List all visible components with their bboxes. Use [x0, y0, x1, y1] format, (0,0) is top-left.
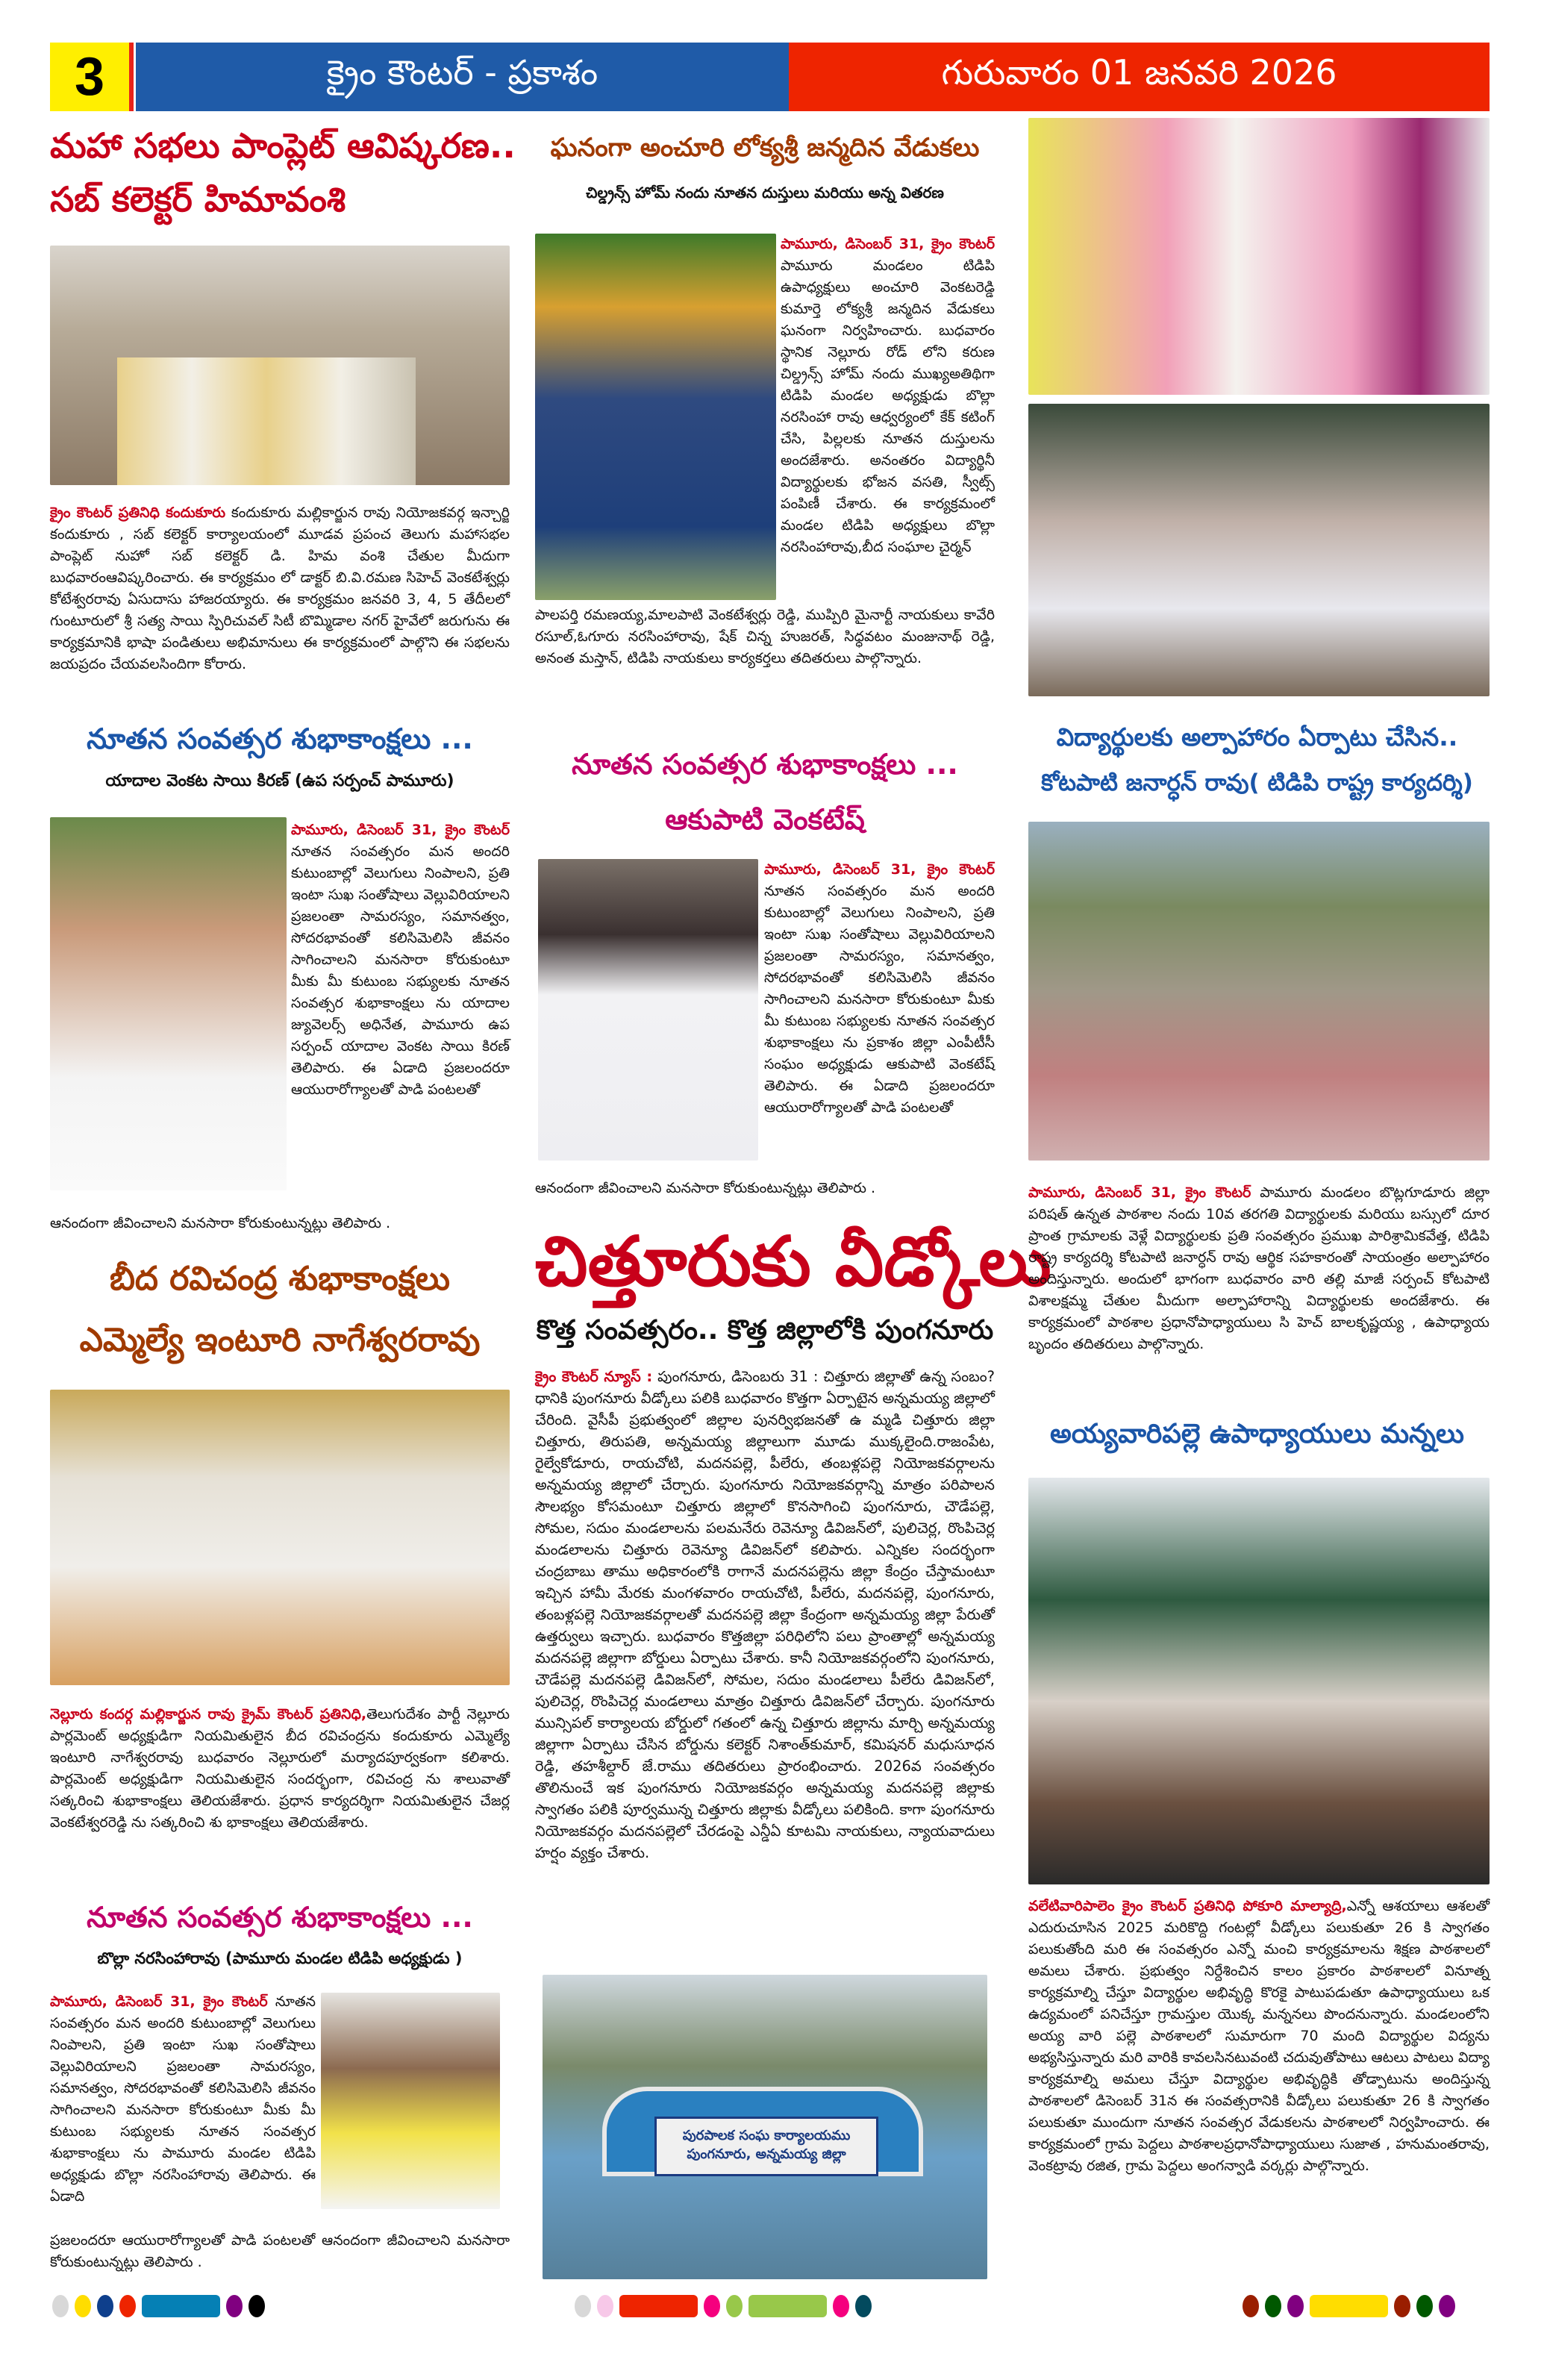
headline: కోటపాటి జనార్ధన్ రావు( టిడిపి రాష్ట్ర కార్యదర్శి): [1041, 769, 1473, 796]
headline: మహా సభలు పాంప్లెట్ ఆవిష్కరణ..: [50, 125, 516, 166]
color-bar: [1310, 2295, 1388, 2317]
photo-children-group: [1028, 404, 1490, 696]
section-title: క్రైం కౌంటర్ - ప్రకాశం: [136, 43, 789, 111]
subheadline: కొత్త సంవత్సరం.. కొత్త జిల్లాలోకి పుంగనూరు: [536, 1315, 994, 1346]
color-bar: [619, 2295, 698, 2317]
color-dot: [119, 2295, 136, 2317]
color-dot: [833, 2295, 849, 2317]
article-body: నెల్లూరు కందర్గ మల్లికార్జున రావు క్రైమ్ కౌంటర్ ప్రతినిధి,తెలుగుదేశం పార్టీ నెల్లూరు పార్లమెంట్ అధ్యక్షుడిగా నియమితులైన బీద రవిచంద్రను కందుకూరు ఎమ్మెల్యే ఇంటూరి నాగేశ్వరరావు బుధవారం నెల్లూరులో మర్యాదపూర్వకంగా కలిశారు. పార్లమెంట్ అధ్యక్షుడిగా నియమితులైన సందర్భంగా, రవిచంద్ర ను శాలువాతో సత్కరించి శుభాకాంక్షలు తెలియజేశారు. ప్రధాన కార్యదర్శిగా నియమితులైన చేజర్ల వెంకటేశ్వరరెడ్డి ను సత్కరించి శు భాకాంక్షలు తెలియజేశారు.: [50, 1706, 510, 1831]
subheadline: బొల్లా నరసింహారావు (పామూరు మండల టిడిపి అధ్యక్షుడు ): [97, 1949, 463, 1967]
color-dot: [1416, 2295, 1433, 2317]
photo-school-celebration: [1028, 1478, 1490, 1884]
page-number: 3: [50, 43, 134, 111]
article-body: పామూరు, డిసెంబర్ 31, క్రైం కౌంటర్ పామూరు మండలం టిడిపి ఉపాధ్యక్షులు అంచూరి వెంకటరెడ్డి కుమార్తె లోక్యశ్రీ జన్మదిన వేడుకలు ఘనంగా నిర్వహించారు. బుధవారం స్థానిక నెల్లూరు రోడ్ లోని కరుణ చిల్డ్రన్స్ హోమ్ నందు ముఖ్యఅతిథిగా టిడిపి మండల అధ్యక్షుడు బొల్లా నరసింహా రావు ఆధ్వర్యంలో కేక్ కటింగ్ చేసి, పిల్లలకు నూతన దుస్తులను అందజేశారు. అనంతరం విద్యార్థినీ విద్యార్థులకు భోజన వసతి, స్వీట్స్ పంపిణీ చేశారు. ఈ కార్యక్రమంలో మండల టిడిపి అధ్యక్షులు బొల్లా నరసింహారావు,బీద సంఘాల చైర్మన్: [781, 236, 995, 555]
headline: అయ్యవారిపల్లె ఉపాధ్యాయులు మన్నలు: [1050, 1419, 1464, 1449]
footer-color-strip-left: [52, 2295, 265, 2317]
footer-color-strip-right: [1243, 2295, 1455, 2317]
headline: ఆకుపాటి వెంకటేష్: [665, 803, 865, 836]
article-body: క్రైం కౌంటర్ ప్రతినిధి కందుకూరు కందుకూరు మల్లికార్జున రావు నియోజకవర్గ ఇన్చార్జి కందుకూరు , సబ్ కలెక్టర్ కార్యాలయంలో మూడవ ప్రపంచ తెలుగు మహాసభల పాంప్లెట్ నుహో సబ్ కలెక్టర్ డి. హిమ వంశి చేతుల మీదుగా బుధవారంఆవిష్కరించారు. ఈ కార్యక్రమం లో డాక్టర్ బి.వి.రమణ సిహెచ్ వెంకటేశ్వర్లు కోటేశ్వరరావు ఏసుదాసు హాజరయ్యారు. ఈ కార్యక్రమం జనవరి 3, 4, 5 తేదీలలో గుంటూరులో శ్రీ సత్య సాయి స్పిరిచువల్ సిటీ బొమ్మిడాల నగర్ హైవేలో జరుగును ఈ కార్యక్రమానికి భాషా పండితులు అభిమానులు ఈ కార్యక్రమంలో పాల్గొని ఈ సభలను జయప్రదం చేయవలసిందిగా కోరారు.: [50, 505, 510, 672]
color-dot: [855, 2295, 872, 2317]
headline: బీద రవిచంద్ర శుభాకాంక్షలు: [109, 1260, 451, 1298]
photo-portrait: [50, 817, 287, 1190]
headline: ఎమ్మెల్యే ఇంటూరి నాగేశ్వరరావు: [79, 1321, 481, 1359]
subheadline: చిల్డ్రన్స్ హోమ్ నందు నూతన దుస్తులు మరియు అన్న వితరణ: [586, 184, 944, 202]
color-dot: [1243, 2295, 1259, 2317]
color-dot: [1439, 2295, 1455, 2317]
headline: ఘనంగా అంచూరి లోక్యశ్రీ జన్మదిన వేడుకలు: [550, 133, 980, 163]
color-dot: [597, 2295, 613, 2317]
headline: నూతన సంవత్సర శుభాకాంక్షలు ...: [572, 748, 958, 781]
color-dot: [704, 2295, 720, 2317]
photo-birthday-cake-cutting: [1028, 118, 1490, 395]
photo-portrait: [321, 1993, 500, 2209]
color-dot: [575, 2295, 591, 2317]
article-body-tail: ఆనందంగా జీవించాలని మనసారా కోరుకుంటున్నట్లు తెలిపారు .: [535, 1180, 876, 1196]
color-bar: [142, 2295, 220, 2317]
article-body-tail: ప్రజలందరూ ఆయురారోగ్యాలతో పాడి పంటలతో ఆనందంగా జీవించాలని మనసారా కోరుకుంటున్నట్లు తెలిపారు .: [50, 2232, 510, 2270]
article-body: పామూరు, డిసెంబర్ 31, క్రైం కౌంటర్ నూతన సంవత్సరం మన అందరి కుటుంబాల్లో వెలుగులు నింపాలని, ప్రతి ఇంటా సుఖ సంతోషాలు వెల్లువిరియాలని ప్రజలంతా సామరస్యం, సమానత్వం, సోదరభావంతో కలిసిమెలిసి జీవనం సాగించాలని మనసారా కోరుకుంటూ మీకు మీ కుటుంబ సభ్యులకు నూతన సంవత్సర శుభాకాంక్షలు ను పామూరు మండల టిడిపి అధ్యక్షుడు బొల్లా నరసింహారావు తెలిపారు. ఈ ఏడాది: [50, 1993, 316, 2205]
article-body: పామూరు, డిసెంబర్ 31, క్రైం కౌంటర్ నూతన సంవత్సరం మన అందరి కుటుంబాల్లో వెలుగులు నింపాలని, ప్రతి ఇంటా సుఖ సంతోషాలు వెల్లువిరియాలని ప్రజలంతా సామరస్యం, సమానత్వం, సోదరభావంతో కలిసిమెలిసి జీవనం సాగించాలని మనసారా కోరుకుంటూ మీకు మీ కుటుంబ సభ్యులకు నూతన సంవత్సర శుభాకాంక్షలు ను యాదాల జ్యువెలర్స్ అధినేత, పామూరు ఉప సర్పంచ్ యాదాల వెంకట సాయి కిరణ్ తెలిపారు. ఈ ఏడాది ప్రజలందరూ ఆయురారోగ్యాలతో పాడి పంటలతో: [291, 822, 510, 1098]
article-body: పాలపర్తి రమణయ్య,మాలపాటి వెంకటేశ్వర్లు రెడ్డి, ముప్పిరి మైనార్టీ నాయకులు కావేరి రసూల్,ఓగూరు నరసింహారావు, షేక్ చిన్న హుజరత్, సిధ్ధవటం మంజునాథ్ రెడ్డి, అనంత మస్తాన్, టిడిపి నాయకులు కార్యకర్తలు తదితరులు పాల్గొన్నారు.: [535, 607, 995, 666]
sign-line: పురపాలక సంఘ కార్యాలయము: [682, 2128, 851, 2143]
color-dot: [75, 2295, 91, 2317]
color-dot: [249, 2295, 265, 2317]
edition-date: గురువారం 01 జనవరి 2026: [789, 43, 1490, 111]
color-dot: [1287, 2295, 1304, 2317]
headline: విద్యార్థులకు అల్పాహారం ఏర్పాటు చేసిన..: [1056, 722, 1458, 752]
color-dot: [226, 2295, 243, 2317]
lead-headline: చిత్తూరుకు వీడ్కోలు: [535, 1222, 1051, 1302]
photo-birthday-girl: [535, 234, 776, 600]
color-dot: [52, 2295, 69, 2317]
photo-portrait: [538, 859, 758, 1161]
subheadline: యాదాల వెంకట సాయి కిరణ్ (ఉప సర్పంచ్ పామూరు): [105, 772, 454, 790]
photo-students-breakfast: [1028, 822, 1490, 1161]
headline: సబ్ కలెక్టర్ హిమావంశి: [50, 179, 346, 219]
article-body: వలేటివారిపాలెం క్రైం కౌంటర్ ప్రతినిధి పోకూరి మాల్యాద్రి,ఎన్నో ఆశయాలు ఆశలతో ఎదురుచూసిన 2025 మరికొద్ది గంటల్లో వీడ్కోలు పలుకుతూ 26 కి స్వాగతం పలుకుతోంది మరి ఈ సంవత్సరం ఎన్నో మంచి కార్యక్రమాలను శిక్షణ పాఠశాలలో అమలు చేశారు. ప్రభుత్వం నిర్దేశించిన కాలం ప్రకారం పాఠశాలలో వినూత్న కార్యక్రమాల్ని చేస్తూ విద్యార్థుల అభివృద్ధి కొరకై పాటుపడుతూ ఉపాధ్యాయులు ఒక ఉద్యమంలో పనిచేస్తూ గ్రామస్తుల యొక్క మన్ననలు పొందనున్నారు. మండలంలోని అయ్య వారి పల్లె పాఠశాలలో సుమారుగా 70 మంది విద్యార్థుల విద్యను అభ్యసిస్తున్నారు మరి వారికి కావలసినటువంటి చదువుతోపాటు ఆటలు పాటలు విద్యా కార్యక్రమాల్ని అమలు చేస్తూ విద్యార్థుల అభివృద్ధికి తోడ్పాటును అందిస్తున్న పాఠశాలలో డిసెంబర్ 31న ఈ సంవత్సరానికి వీడ్కోలు పలుకుతూ 26 కి స్వాగతం పలుకుతూ ముందుగా నూతన సంవత్సర వేడుకలను పాఠశాలలో నిర్వహించారు. ఈ కార్యక్రమంలో గ్రామ పెద్దలు పాఠశాలప్రధానోపాధ్యాయులు సుజాత , హనుమంతరావు, వెంకట్రావు రజిత, గ్రామ పెద్దలు అంగన్వాడి వర్కర్లు పాల్గొన్నారు.: [1028, 1898, 1490, 2174]
color-dot: [1265, 2295, 1281, 2317]
color-bar: [748, 2295, 827, 2317]
headline: నూతన సంవత్సర శుభాకాంక్షలు ...: [87, 722, 473, 755]
sign-line: పుంగనూరు, అన్నమయ్య జిల్లా: [687, 2146, 846, 2162]
footer-color-strip-center: [575, 2295, 872, 2317]
photo-felicitation: [50, 1390, 510, 1685]
article-body-tail: ఆనందంగా జీవించాలని మనసారా కోరుకుంటున్నట్లు తెలిపారు .: [50, 1215, 391, 1231]
article-body: పామూరు, డిసెంబర్ 31, క్రైం కౌంటర్ నూతన సంవత్సరం మన అందరి కుటుంబాల్లో వెలుగులు నింపాలని, ప్రతి ఇంటా సుఖ సంతోషాలు వెల్లువిరియాలని ప్రజలంతా సామరస్యం, సమానత్వం, సోదరభావంతో కలిసిమెలిసి జీవనం సాగించాలని మనసారా కోరుకుంటూ మీకు మీ కుటుంబ సభ్యులకు నూతన సంవత్సర శుభాకాంక్షలు ను ప్రకాశం జిల్లా ఎంపీటీసీ సంఘం అధ్యక్షుడు ఆకుపాటి వెంకటేష్ తెలిపారు. ఈ ఏడాది ప్రజలందరూ ఆయురారోగ్యాలతో పాడి పంటలతో: [764, 861, 995, 1116]
color-dot: [726, 2295, 743, 2317]
photo-municipal-arch: [543, 1975, 987, 2279]
photo-pamphlet-launch: [50, 246, 510, 485]
headline: నూతన సంవత్సర శుభాకాంక్షలు ...: [87, 1901, 473, 1934]
article-body: పామూరు, డిసెంబర్ 31, క్రైం కౌంటర్ పామూరు మండలం బొట్లగూడూరు జిల్లా పరిషత్ ఉన్నత పాఠశాల నందు 10వ తరగతి విద్యార్థులకు మరియు బస్సులో దూర ప్రాంత గ్రామాలకు వెళ్లే విద్యార్థులకు ప్రతి సంవత్సరం ప్రముఖ పారిశ్రామికవేత్త, టిడిపి రాష్ట్ర కార్యదర్శి కోటపాటి జనార్ధన్ రావు ఆర్థిక సహకారంతో సాయంత్రం అల్పాహారం అందిస్తున్నారు. అందులో భాగంగా బుధవారం వారి తల్లి మాజీ సర్పంచ్ కోటపాటి విశాలక్షమ్మ చేతుల మీదుగా అల్పాహారాన్ని విద్యార్థులకు అందజేశారు. ఈ కార్యక్రమంలో పాఠశాల ప్రధానోపాధ్యాయులు సి హెచ్ బాలకృష్ణయ్య , ఉపాధ్యాయ బృందం తదితరులు పాల్గొన్నారు.: [1028, 1184, 1490, 1352]
color-dot: [1394, 2295, 1410, 2317]
color-dot: [97, 2295, 113, 2317]
article-body: క్రైం కౌంటర్ న్యూస్ : పుంగనూరు, డిసెంబరు 31 : చిత్తూరు జిల్లాతో ఉన్న సంబం?ధానికి పుంగనూరు వీడ్కోలు పలికి బుధవారం కొత్తగా ఏర్పాటైన అన్నమయ్య జిల్లాలో చేరింది. వైసీపీ ప్రభుత్వంలో జిల్లాల పునర్విభజనతో ఉ మ్మడి చిత్తూరు జిల్లా చిత్తూరు, తిరుపతి, అన్నమయ్య జిల్లాలుగా మూడు ముక్కలైంది.రాజంపేట, రైల్వేకోడూరు, రాయచోటి, మదనపల్లె, పీలేరు, తంబళ్లపల్లె నియోజకవర్గాలను అన్నమయ్య జిల్లాలో చేర్చారు. పుంగనూరు నియోజకవర్గాన్ని మాత్రం పరిపాలన సౌలభ్యం కోసమంటూ చిత్తూరు జిల్లాలో కొనసాగించి పుంగనూరు, చౌడేపల్లె, సోమల, సదుం మండలాలను పలమనేరు రెవెన్యూ డివిజన్‌లో, పులిచెర్ల, రొంపిచెర్ల మండలాలను చిత్తూరు రెవెన్యూ డివిజన్‌లో కలిపారు. ఎన్నికల సందర్భంగా చంద్రబాబు తాము అధికారంలోకి రాగానే మదనపల్లెను జిల్లా కేంద్రం చేస్తామంటూ ఇచ్చిన హామీ మేరకు మంగళవారం రాయచోటి, పీలేరు, మదనపల్లె, పుంగనూరు, తంబళ్లపల్లె నియోజకవర్గాలతో మదనపల్లె జిల్లా కేంద్రంగా అన్నమయ్య జిల్లా పేరుతో ఉత్తర్వులు ఇచ్చారు. బుధవారం కొత్తజిల్లా పరిధిలోని పలు ప్రాంతాల్లో అన్నమయ్య మదనపల్లె జిల్లాగా బోర్డులు ఏర్పాటు చేశారు. కానీ నియోజకవర్గంలోని పుంగనూరు, చౌడేపల్లె మదనపల్లె డివిజన్‌లో, సోమల, సదుం మండలాలు పీలేరు డివిజన్‌లో, పులిచెర్ల, రొంపిచెర్ల మండలాలు మాత్రం చిత్తూరు డివిజన్‌లో చేర్చారు. పుంగనూరు మున్సిపల్ కార్యాలయ బోర్డులో గతంలో ఉన్న చిత్తూరు జిల్లాను మార్చి అన్నమయ్య జిల్లాగా ఏర్పాటు చేసిన బోర్డును కలెక్టర్ నిశాంత్‌కుమార్, కమిషనర్ మధుసూధన రెడ్డి, తహశీల్దార్ జే.రాము తదితరులు ప్రారంభించారు. 2026వ సంవత్సరం తొలినుంచే ఇక పుంగనూరు నియోజకవర్గం అన్నమయ్య మదనపల్లె జిల్లాకు స్వాగతం పలికి పూర్వమున్న చిత్తూరు జిల్లాకు వీడ్కోలు పలికింది. కాగా పుంగనూరు నియోజకవర్గం మదనపల్లెలో చేరడంపై ఎన్డీఏ కూటమి నాయకులు, న్యాయవాదులు హర్షం వ్యక్తం చేశారు.: [535, 1368, 995, 1861]
